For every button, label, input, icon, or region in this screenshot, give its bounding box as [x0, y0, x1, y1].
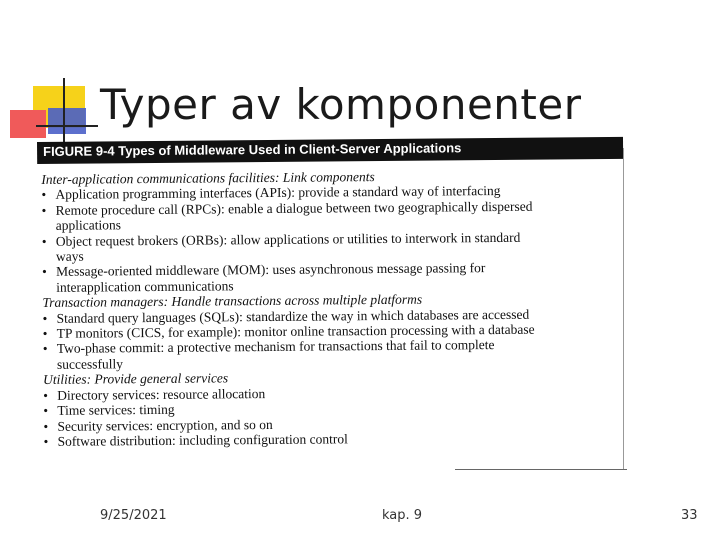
- bullet-icon: •: [43, 418, 49, 434]
- list-item: [42, 198, 617, 234]
- list-item-line: Remote procedure call (RPCs): enable a dialogue between two geographically dispersed: [55, 198, 533, 218]
- bullet-icon: •: [42, 325, 48, 342]
- bullet-icon: •: [41, 187, 47, 203]
- list-item-line: applications: [55, 217, 122, 234]
- list-item-line: Security services: encryption, and so on: [57, 416, 273, 434]
- bullet-icon: •: [41, 233, 47, 249]
- section-heading: Transaction managers: Handle transactions across multiple platforms: [42, 291, 423, 311]
- bullet-icon: •: [43, 433, 49, 449]
- list-item-line: successfully: [56, 356, 123, 372]
- list-item-line: Message-oriented middleware (MOM): uses asynchronous message passing for: [56, 260, 486, 280]
- figure-right-edge: [623, 148, 624, 470]
- decor-blue-square: [48, 108, 86, 134]
- figure-caption: FIGURE 9-4 Types of Middleware Used in Client-Server Applications: [43, 140, 462, 159]
- list-item-line: Time services: timing: [57, 401, 175, 418]
- slide-title: Typer av komponenter: [100, 80, 582, 129]
- bullet-icon: •: [43, 387, 49, 403]
- list-item: [42, 259, 617, 295]
- figure-bottom-rule: [455, 469, 627, 470]
- list-item-line: Directory services: resource allocation: [57, 385, 266, 403]
- list-item: [42, 229, 617, 265]
- footer-page-number: 33: [681, 508, 698, 523]
- list-item-line: ways: [55, 248, 84, 264]
- decor-horizontal-line: [36, 125, 98, 127]
- bullet-icon: •: [42, 264, 47, 280]
- list-item-line: interapplication communications: [56, 278, 234, 295]
- list-item-line: Object request brokers (ORBs): allow applications or utilities to interwork in standard: [55, 229, 521, 249]
- list-item-line: TP monitors (CICS, for example): monitor online transaction processing with a database: [56, 321, 535, 341]
- figure-body: [41, 167, 618, 449]
- footer-date: 9/25/2021: [100, 508, 167, 523]
- bullet-icon: •: [41, 202, 47, 218]
- footer-chapter: kap. 9: [382, 508, 423, 523]
- bullet-icon: •: [42, 310, 48, 326]
- list-item-line: Application programming interfaces (APIs): provide a standard way of interfacing: [55, 183, 501, 203]
- list-item-line: Standard query languages (SQLs): standardize the way in which databases are accessed: [56, 306, 530, 326]
- list-item-line: Software distribution: including configuration control: [57, 431, 348, 449]
- list-item-line: Two-phase commit: a protective mechanism for transactions that fail to complete: [56, 337, 495, 357]
- decor-vertical-line: [63, 78, 65, 150]
- decor-red-square: [10, 110, 46, 138]
- list-item: [43, 336, 618, 372]
- figure-header-bar: [37, 137, 623, 164]
- section-heading: Inter-application communications facilities: Link components: [41, 169, 375, 187]
- section-heading: Utilities: Provide general services: [43, 370, 229, 388]
- bullet-icon: •: [43, 403, 49, 419]
- bullet-icon: •: [42, 341, 48, 357]
- figure-scan: [37, 137, 630, 472]
